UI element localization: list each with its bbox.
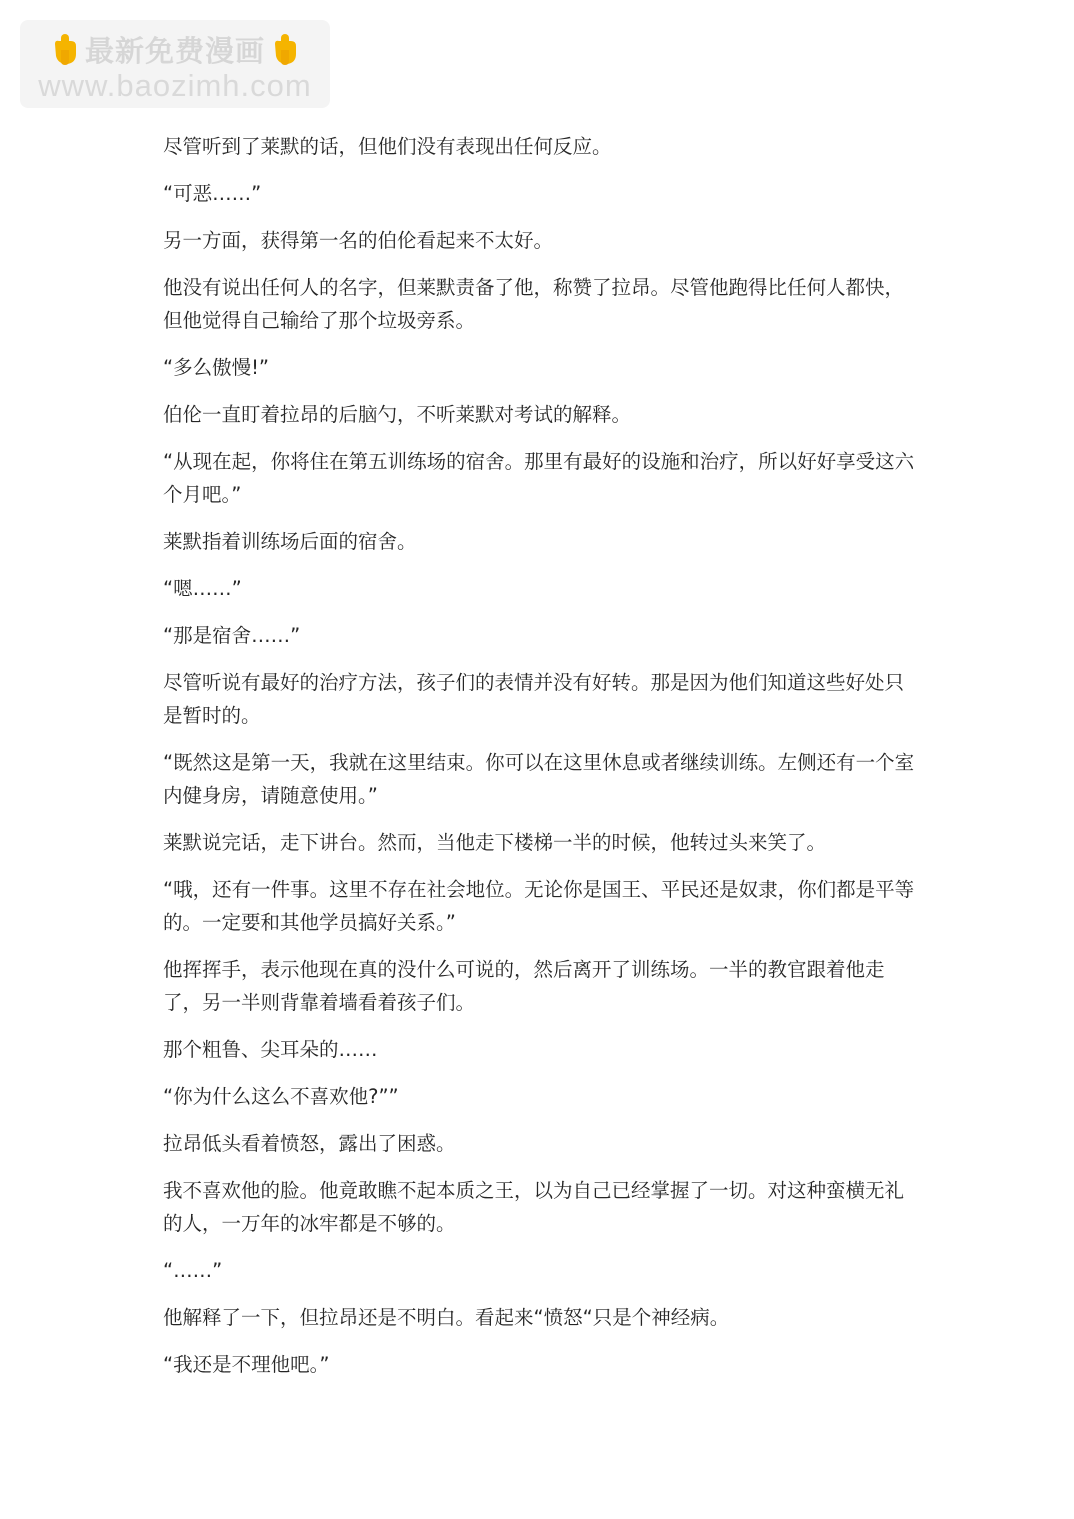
paragraph: 尽管听说有最好的治疗方法，孩子们的表情并没有好转。那是因为他们知道这些好处只是暂时的。 xyxy=(163,671,905,727)
watermark-banner xyxy=(20,20,330,108)
paragraph: “哦，还有一件事。这里不存在社会地位。无论你是国王、平民还是奴隶，你们都是平等的。一定要和其他学员搞好关系。” xyxy=(163,878,915,934)
paragraph: “从现在起，你将住在第五训练场的宿舍。那里有最好的设施和治疗，所以好好享受这六个月吧。” xyxy=(163,450,915,506)
watermark-title: 最新免费漫画 xyxy=(84,33,265,68)
watermark-url: www.baozimh.com xyxy=(38,68,312,103)
paragraph: 他没有说出任何人的名字，但莱默责备了他，称赞了拉昂。尽管他跑得比任何人都快，但他觉得自己输给了那个垃圾旁系。 xyxy=(163,276,905,332)
paragraph: 莱默指着训练场后面的宿舍。 xyxy=(163,530,417,553)
paragraph: “我还是不理他吧。” xyxy=(163,1353,330,1376)
pointing-down-hand-icon xyxy=(51,32,79,66)
paragraph: 拉昂低头看着愤怒，露出了困惑。 xyxy=(163,1132,456,1155)
watermark-title-row xyxy=(20,30,330,68)
paragraph: 我不喜欢他的脸。他竟敢瞧不起本质之王，以为自己已经掌握了一切。对这种蛮横无礼的人，一万年的冰牢都是不够的。 xyxy=(163,1179,905,1235)
paragraph: “既然这是第一天，我就在这里结束。你可以在这里休息或者继续训练。左侧还有一个室内健身房，请随意使用。” xyxy=(163,751,915,807)
paragraph: 他解释了一下，但拉昂还是不明白。看起来“愤怒“只是个神经病。 xyxy=(163,1306,730,1329)
paragraph: 他挥挥手，表示他现在真的没什么可说的，然后离开了训练场。一半的教官跟着他走了，另一半则背靠着墙看着孩子们。 xyxy=(163,958,885,1014)
pointing-down-hand-icon xyxy=(271,32,299,66)
paragraph: “嗯……” xyxy=(163,577,242,600)
article-body xyxy=(163,130,918,1395)
paragraph: “多么傲慢!” xyxy=(163,356,270,379)
paragraph: “你为什么这么不喜欢他?”” xyxy=(163,1085,399,1108)
paragraph: “可恶……” xyxy=(163,182,262,205)
paragraph: “那是宿舍……” xyxy=(163,624,301,647)
paragraph: 伯伦一直盯着拉昂的后脑勺，不听莱默对考试的解释。 xyxy=(163,403,632,426)
paragraph: 莱默说完话，走下讲台。然而，当他走下楼梯一半的时候，他转过头来笑了。 xyxy=(163,831,827,854)
paragraph: 尽管听到了莱默的话，但他们没有表现出任何反应。 xyxy=(163,135,612,158)
paragraph: 那个粗鲁、尖耳朵的…… xyxy=(163,1038,378,1061)
paragraph: 另一方面，获得第一名的伯伦看起来不太好。 xyxy=(163,229,554,252)
paragraph: “……” xyxy=(163,1259,223,1282)
